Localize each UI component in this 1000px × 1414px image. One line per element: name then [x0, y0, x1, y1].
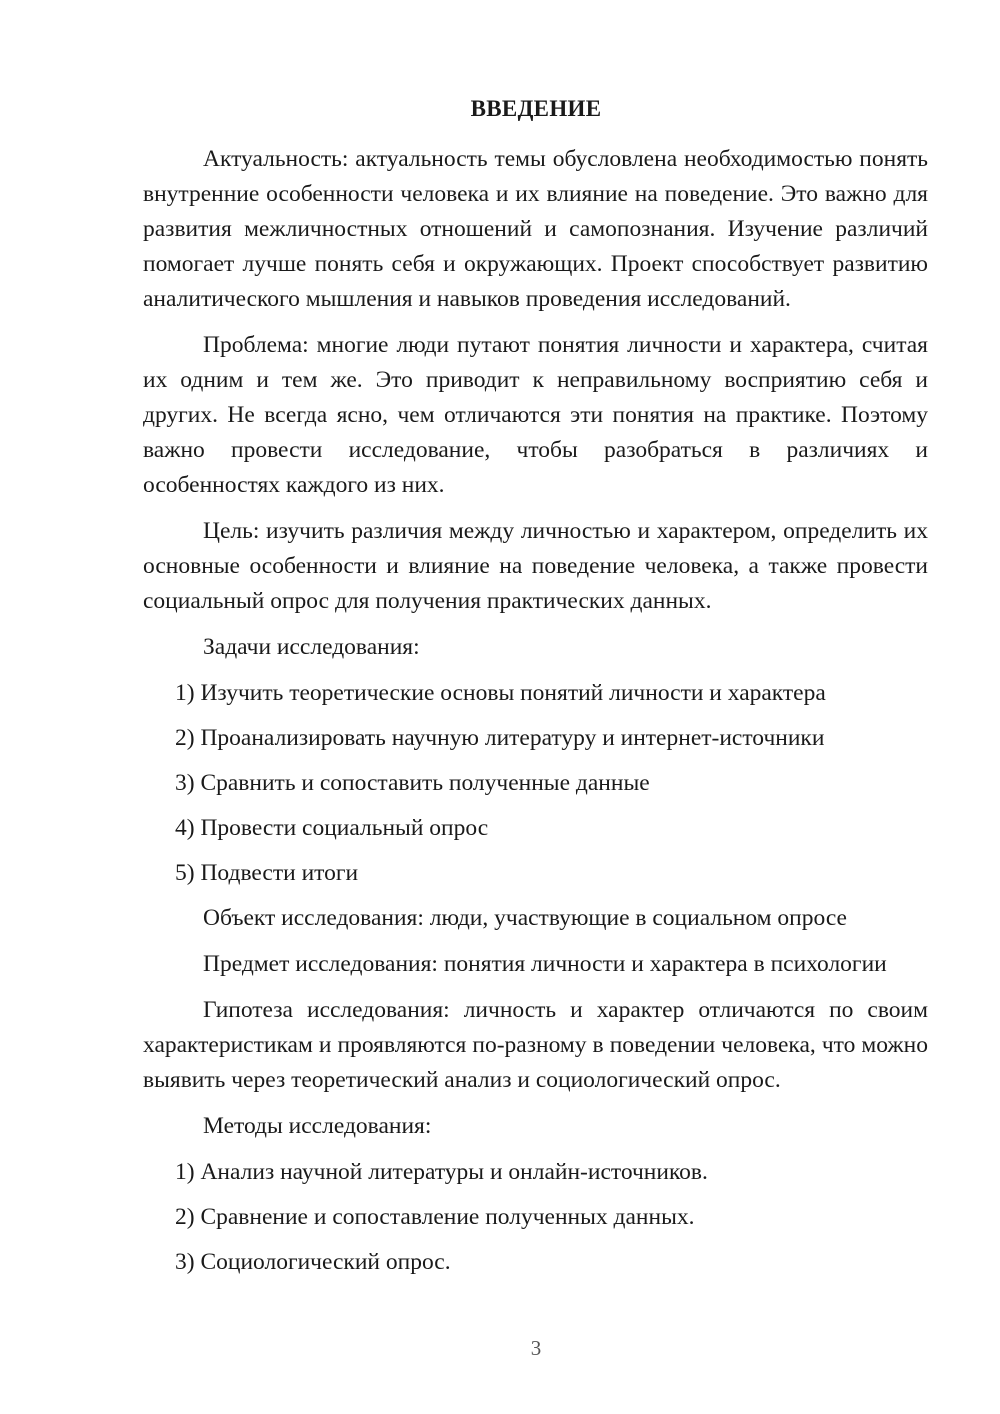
tasks-heading: Задачи исследования:: [203, 634, 420, 660]
document-body: [143, 142, 928, 1290]
hypothesis-paragraph: Гипотеза исследования: личность и характер отличаются по своим характеристикам и проявляются по-разному в поведении человека, что можно выявить через теоретический анализ и социологический опрос.: [143, 997, 928, 1093]
list-item: 3) Сравнить и сопоставить полученные данные: [175, 770, 650, 796]
list-item: 1) Изучить теоретические основы понятий личности и характера: [175, 680, 826, 706]
page-number: 3: [530, 1336, 542, 1360]
list-item: 4) Провести социальный опрос: [175, 815, 489, 841]
subject-paragraph: Предмет исследования: понятия личности и характера в психологии: [203, 951, 887, 977]
page-title: ВВЕДЕНИЕ: [470, 96, 602, 121]
list-item: 2) Сравнение и сопоставление полученных данных.: [175, 1204, 695, 1230]
problem-paragraph: Проблема: многие люди путают понятия личности и характера, считая их одним и тем же. Это приводит к неправильному восприятию себя и других. Не всегда ясно, чем отличаются эти понятия на практике. Поэтому важно провести исследование, чтобы разобраться в различиях и особенностях каждого из них.: [143, 332, 928, 498]
object-paragraph: Объект исследования: люди, участвующие в социальном опросе: [203, 905, 847, 931]
list-item: 3) Социологический опрос.: [175, 1249, 451, 1275]
list-item: 1) Анализ научной литературы и онлайн-источников.: [175, 1159, 708, 1185]
tasks-list: [143, 676, 928, 891]
methods-heading: Методы исследования:: [203, 1113, 432, 1139]
methods-list: [143, 1155, 928, 1280]
list-item: 5) Подвести итоги: [175, 860, 359, 886]
list-item: 2) Проанализировать научную литературу и интернет-источники: [175, 725, 825, 751]
relevance-paragraph: Актуальность: актуальность темы обусловлена необходимостью понять внутренние особенности человека и их влияние на поведение. Это важно для развития межличностных отношений и самопознания. Изучение различий помогает лучше понять себя и окружающих. Проект способствует развитию аналитического мышления и навыков проведения исследований.: [143, 146, 928, 312]
goal-paragraph: Цель: изучить различия между личностью и характером, определить их основные особенности и влияние на поведение человека, а также провести социальный опрос для получения практических данных.: [143, 518, 928, 614]
